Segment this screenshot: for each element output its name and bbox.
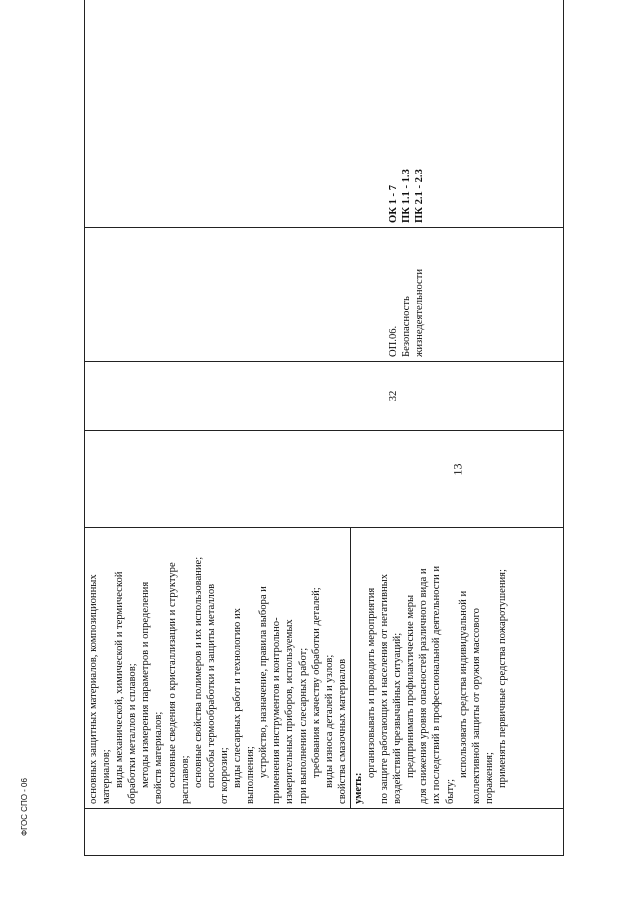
skill-line: воздействий чрезвычайных ситуаций;: [392, 632, 404, 804]
skills-block: [350, 528, 509, 808]
discipline-name: жизнедеятельности: [414, 268, 426, 357]
skill-line: применять первичные средства пожаротушения;: [496, 569, 508, 788]
skill-line: организовывать и проводить мероприятия: [365, 587, 377, 778]
page-number: 13: [450, 463, 465, 476]
empty-cell: [85, 431, 564, 528]
knowledge-line: расплавов;: [179, 755, 191, 804]
knowledge-line: выполнения;: [245, 746, 257, 804]
knowledge-line: применения инструментов и контрольно-: [271, 617, 283, 804]
discipline-code: ОП.06.: [388, 325, 399, 357]
knowledge-line: свойства смазочных материалов: [336, 658, 348, 804]
knowledge-line: свойств материалов;: [153, 711, 165, 804]
knowledge-line: устройство, назначение, правила выбора и: [258, 586, 270, 778]
discipline-name: Безопасность: [401, 296, 413, 357]
knowledge-line: основных защитных материалов, композиционных: [88, 574, 99, 804]
knowledge-line: измерительных приборов, используемых: [284, 619, 296, 804]
index-cell: [85, 809, 564, 856]
knowledge-line: виды износа деталей и узлов;: [323, 654, 335, 788]
hours-cell: [85, 362, 564, 431]
knowledge-line: основные свойства полимеров и их использование;: [192, 556, 204, 788]
knowledge-line: виды механической, химической и термической: [114, 571, 126, 788]
knowledge-line: обработки металлов и сплавов;: [127, 663, 139, 804]
competency: ПК 2.1 - 2.3: [414, 169, 426, 223]
curriculum-table-page: [84, 36, 564, 856]
knowledge-line: виды слесарных работ и технологию их: [232, 608, 244, 788]
content-cell: [85, 528, 564, 809]
skill-line: предпринимать профилактические меры: [405, 594, 417, 778]
skill-line: по защите работающих и населения от негативных: [379, 573, 391, 804]
knowledge-line: методы измерения параметров и определения: [140, 581, 152, 788]
skill-line: поражения;: [483, 751, 495, 804]
discipline-cell: [85, 228, 564, 362]
knowledge-line: способы термообработки и защиты металлов: [205, 583, 217, 788]
skill-line: использовать средства индивидуальной и: [457, 590, 469, 778]
knowledge-line: материалов;: [101, 749, 113, 804]
competency: ПК 1.1 - 1.3: [401, 169, 413, 223]
skills-heading: уметь:: [352, 772, 364, 804]
skill-line: быту;: [444, 778, 456, 804]
knowledge-line: при выполнении слесарных работ;: [297, 647, 309, 804]
competencies-cell: [85, 0, 564, 228]
knowledge-line: требования к качеству обработки деталей;: [310, 587, 322, 778]
curriculum-table: [84, 0, 564, 856]
skill-line: их последствий в профессиональной деятельности и: [431, 565, 443, 804]
knowledge-line: от коррозии;: [218, 747, 230, 804]
skill-line: для снижения уровня опасностей различного вида и: [418, 568, 430, 804]
footer-label: ФГОС СПО - 06: [20, 778, 29, 836]
skill-line: коллективной защиты от оружия массового: [470, 608, 482, 804]
hours-value: 32: [388, 390, 399, 402]
knowledge-line: основные сведения о кристаллизации и структуре: [166, 562, 178, 788]
competency: ОК 1 - 7: [388, 185, 399, 223]
